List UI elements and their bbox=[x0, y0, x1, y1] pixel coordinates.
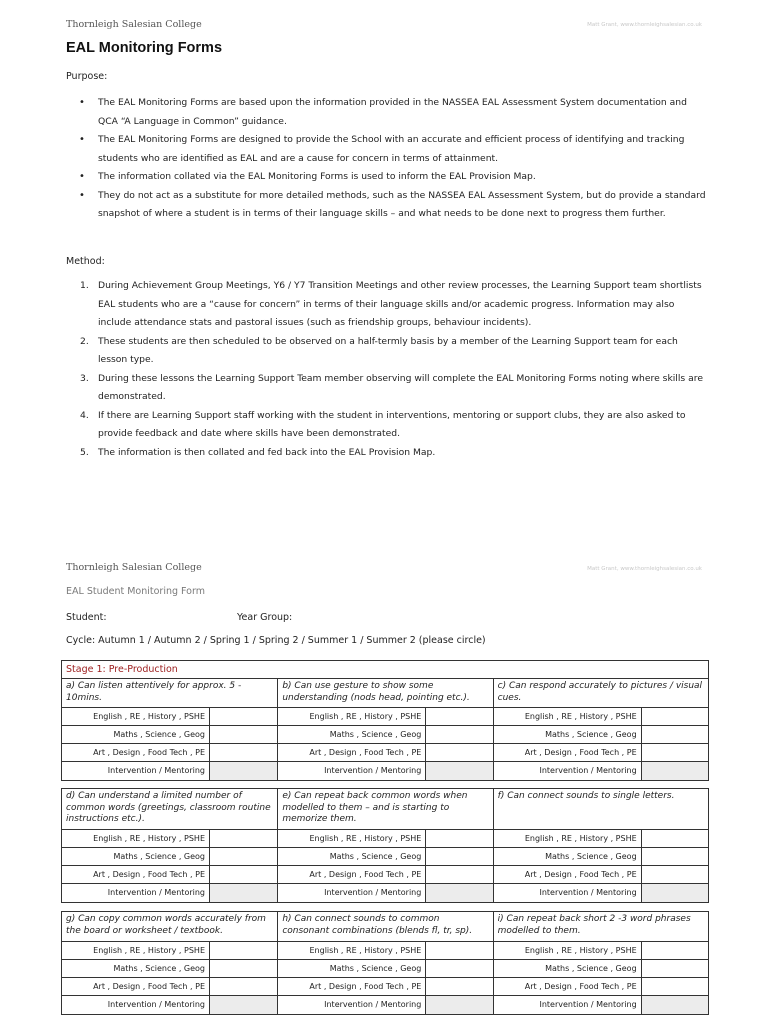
method-item-number: 5. bbox=[80, 446, 89, 458]
subject-label: Art , Design , Food Tech , PE bbox=[494, 744, 642, 761]
stage-title: Stage 1: Pre-Production bbox=[62, 661, 708, 679]
subject-label: Maths , Science , Geog bbox=[62, 848, 210, 865]
purpose-list bbox=[66, 94, 706, 224]
student-label: Student: bbox=[66, 612, 107, 623]
subject-row bbox=[278, 830, 492, 848]
subject-label: Intervention / Mentoring bbox=[494, 762, 642, 780]
subject-label: Intervention / Mentoring bbox=[494, 996, 642, 1014]
skill-column bbox=[493, 679, 708, 780]
subject-row bbox=[494, 978, 708, 996]
subject-row bbox=[494, 960, 708, 978]
observation-cell[interactable] bbox=[210, 726, 277, 743]
method-item-number: 2. bbox=[80, 335, 89, 347]
method-item-text: During these lessons the Learning Support Team member observing will complete the EAL Monitoring Forms noting where skills are demonstrated. bbox=[98, 372, 703, 402]
page1-header-author: Matt Grant, www.thornleighsalesian.co.uk bbox=[587, 22, 702, 28]
page-title: EAL Monitoring Forms bbox=[66, 40, 223, 56]
subject-label: Maths , Science , Geog bbox=[278, 726, 426, 743]
skill-column bbox=[62, 679, 277, 780]
observation-cell[interactable] bbox=[426, 726, 492, 743]
subject-label: Maths , Science , Geog bbox=[494, 960, 642, 977]
subject-row bbox=[278, 866, 492, 884]
observation-cell[interactable] bbox=[426, 744, 492, 761]
subject-label: Maths , Science , Geog bbox=[62, 960, 210, 977]
subject-label: Art , Design , Food Tech , PE bbox=[62, 978, 210, 995]
purpose-item: • The EAL Monitoring Forms are designed to provide the School with an accurate and efficient process of identifying and tracking students who are identified as EAL and are a cause for concern in terms of attainment. bbox=[66, 131, 706, 168]
subject-row bbox=[494, 848, 708, 866]
skill-columns bbox=[62, 679, 708, 780]
skill-columns bbox=[62, 789, 708, 902]
subject-label: Art , Design , Food Tech , PE bbox=[494, 978, 642, 995]
form-title: EAL Student Monitoring Form bbox=[66, 586, 205, 597]
subject-label: Intervention / Mentoring bbox=[278, 762, 426, 780]
method-item-text: These students are then scheduled to be observed on a half-termly basis by a member of the Learning Support team for each lesson type. bbox=[98, 335, 678, 365]
observation-cell[interactable] bbox=[426, 978, 492, 995]
observation-cell[interactable] bbox=[210, 960, 277, 977]
observation-cell[interactable] bbox=[210, 762, 277, 780]
observation-cell[interactable] bbox=[642, 848, 708, 865]
stage-1-group-2 bbox=[61, 788, 709, 903]
subject-row bbox=[494, 996, 708, 1014]
observation-cell[interactable] bbox=[642, 762, 708, 780]
subject-row bbox=[494, 884, 708, 902]
subject-label: Art , Design , Food Tech , PE bbox=[62, 744, 210, 761]
subject-row bbox=[62, 978, 277, 996]
subject-row bbox=[278, 978, 492, 996]
skill-column bbox=[62, 912, 277, 1014]
subject-row bbox=[62, 708, 277, 726]
year-group-label: Year Group: bbox=[237, 612, 293, 623]
subject-label: Maths , Science , Geog bbox=[278, 848, 426, 865]
subject-row bbox=[278, 960, 492, 978]
stage-1-group-1 bbox=[61, 660, 709, 781]
subject-label: English , RE , History , PSHE bbox=[494, 942, 642, 959]
subject-label: English , RE , History , PSHE bbox=[62, 942, 210, 959]
subject-label: Art , Design , Food Tech , PE bbox=[494, 866, 642, 883]
subject-label: Intervention / Mentoring bbox=[62, 762, 210, 780]
skill-description: a) Can listen attentively for approx. 5 - 10mins. bbox=[62, 679, 277, 708]
page2-header-author: Matt Grant, www.thornleighsalesian.co.uk bbox=[587, 566, 702, 572]
subject-label: Maths , Science , Geog bbox=[278, 960, 426, 977]
purpose-item: • The EAL Monitoring Forms are based upon the information provided in the NASSEA EAL Assessment System documentation and QCA “A Language in Common” guidance. bbox=[66, 94, 706, 131]
skill-column bbox=[277, 789, 492, 902]
purpose-item: • They do not act as a substitute for more detailed methods, such as the NASSEA EAL Assessment System, but do provide a standard snapshot of where a student is in terms of their language skills – and what needs to be done next to progress them further. bbox=[66, 187, 706, 224]
observation-cell[interactable] bbox=[210, 866, 277, 883]
subject-label: Intervention / Mentoring bbox=[278, 996, 426, 1014]
skill-description: h) Can connect sounds to common consonant combinations (blends fl, tr, sp). bbox=[278, 912, 492, 942]
observation-cell[interactable] bbox=[210, 708, 277, 725]
subject-row bbox=[278, 884, 492, 902]
subject-label: Maths , Science , Geog bbox=[62, 726, 210, 743]
observation-cell[interactable] bbox=[426, 708, 492, 725]
skill-column bbox=[277, 912, 492, 1014]
subject-label: Art , Design , Food Tech , PE bbox=[62, 866, 210, 883]
method-item bbox=[66, 407, 706, 444]
subject-row bbox=[494, 708, 708, 726]
skill-description: b) Can use gesture to show some understanding (nods head, pointing etc.). bbox=[278, 679, 492, 708]
method-item bbox=[66, 444, 706, 463]
method-label: Method: bbox=[66, 256, 105, 267]
observation-cell[interactable] bbox=[426, 960, 492, 977]
subject-row bbox=[62, 866, 277, 884]
page1-header-school: Thornleigh Salesian College bbox=[66, 19, 202, 30]
observation-cell[interactable] bbox=[426, 942, 492, 959]
subject-label: English , RE , History , PSHE bbox=[278, 942, 426, 959]
observation-cell[interactable] bbox=[210, 830, 277, 847]
observation-cell[interactable] bbox=[642, 744, 708, 761]
subject-row bbox=[494, 830, 708, 848]
method-item-number: 3. bbox=[80, 372, 89, 384]
method-item-text: The information is then collated and fed back into the EAL Provision Map. bbox=[98, 446, 436, 458]
subject-row bbox=[494, 942, 708, 960]
observation-cell[interactable] bbox=[426, 996, 492, 1014]
purpose-label: Purpose: bbox=[66, 71, 108, 82]
method-item-number: 1. bbox=[80, 280, 89, 291]
skill-description: i) Can repeat back short 2 -3 word phrases modelled to them. bbox=[494, 912, 708, 942]
observation-cell[interactable] bbox=[642, 708, 708, 725]
skill-column bbox=[493, 912, 708, 1014]
subject-row bbox=[278, 726, 492, 744]
subject-row bbox=[62, 848, 277, 866]
subject-label: Art , Design , Food Tech , PE bbox=[278, 866, 426, 883]
subject-row bbox=[494, 866, 708, 884]
subject-row bbox=[494, 762, 708, 780]
subject-row bbox=[62, 960, 277, 978]
subject-row bbox=[62, 744, 277, 762]
subject-row bbox=[278, 848, 492, 866]
observation-cell[interactable] bbox=[642, 830, 708, 847]
subject-label: English , RE , History , PSHE bbox=[494, 830, 642, 847]
subject-label: English , RE , History , PSHE bbox=[494, 708, 642, 725]
skill-columns bbox=[62, 912, 708, 1014]
subject-label: Art , Design , Food Tech , PE bbox=[278, 978, 426, 995]
subject-label: Intervention / Mentoring bbox=[494, 884, 642, 902]
observation-cell[interactable] bbox=[426, 884, 492, 902]
observation-cell[interactable] bbox=[642, 960, 708, 977]
observation-cell[interactable] bbox=[210, 848, 277, 865]
subject-label: English , RE , History , PSHE bbox=[278, 830, 426, 847]
observation-cell[interactable] bbox=[210, 942, 277, 959]
subject-row bbox=[278, 996, 492, 1014]
observation-cell[interactable] bbox=[426, 848, 492, 865]
subject-row bbox=[62, 830, 277, 848]
observation-cell[interactable] bbox=[642, 726, 708, 743]
method-item bbox=[66, 333, 706, 370]
subject-label: English , RE , History , PSHE bbox=[278, 708, 426, 725]
subject-row bbox=[62, 762, 277, 780]
method-item-number: 4. bbox=[80, 409, 89, 421]
observation-cell[interactable] bbox=[642, 978, 708, 995]
skill-column bbox=[62, 789, 277, 902]
observation-cell[interactable] bbox=[642, 996, 708, 1014]
skill-description: e) Can repeat back common words when modelled to them – and is starting to memorize them. bbox=[278, 789, 492, 830]
subject-row bbox=[278, 744, 492, 762]
method-list bbox=[66, 277, 706, 462]
method-item bbox=[66, 370, 706, 407]
subject-row bbox=[278, 762, 492, 780]
observation-cell[interactable] bbox=[210, 978, 277, 995]
method-item-text: During Achievement Group Meetings, Y6 / Y7 Transition Meetings and other review processes, the Learning Support team shortlists EAL students who are a “cause for concern” in terms of their language skills and/or academic progress. Information may also include attendance stats and pastoral issues (such as friendship groups, behaviour incidents). bbox=[98, 280, 702, 328]
subject-label: English , RE , History , PSHE bbox=[62, 708, 210, 725]
page2-header-school: Thornleigh Salesian College bbox=[66, 562, 202, 573]
observation-cell[interactable] bbox=[210, 884, 277, 902]
subject-row bbox=[278, 942, 492, 960]
subject-row bbox=[494, 744, 708, 762]
subject-label: Art , Design , Food Tech , PE bbox=[278, 744, 426, 761]
stage-1-group-3 bbox=[61, 911, 709, 1015]
method-item-text: If there are Learning Support staff working with the student in interventions, mentoring or support clubs, they are also asked to provide feedback and date where skills have been demonstrated. bbox=[98, 409, 686, 439]
skill-column bbox=[277, 679, 492, 780]
skill-description: g) Can copy common words accurately from the board or worksheet / textbook. bbox=[62, 912, 277, 942]
subject-row bbox=[62, 996, 277, 1014]
subject-label: Intervention / Mentoring bbox=[278, 884, 426, 902]
cycle-line: Cycle: Autumn 1 / Autumn 2 / Spring 1 / Spring 2 / Summer 1 / Summer 2 (please circle) bbox=[66, 635, 486, 646]
subject-row bbox=[62, 726, 277, 744]
skill-description: c) Can respond accurately to pictures / visual cues. bbox=[494, 679, 708, 708]
subject-row bbox=[494, 726, 708, 744]
observation-cell[interactable] bbox=[426, 830, 492, 847]
subject-row bbox=[62, 942, 277, 960]
skill-description: f) Can connect sounds to single letters. bbox=[494, 789, 708, 830]
subject-label: Intervention / Mentoring bbox=[62, 884, 210, 902]
observation-cell[interactable] bbox=[210, 744, 277, 761]
observation-cell[interactable] bbox=[426, 866, 492, 883]
observation-cell[interactable] bbox=[426, 762, 492, 780]
subject-label: Maths , Science , Geog bbox=[494, 726, 642, 743]
subject-row bbox=[278, 708, 492, 726]
subject-label: Maths , Science , Geog bbox=[494, 848, 642, 865]
subject-label: English , RE , History , PSHE bbox=[62, 830, 210, 847]
subject-row bbox=[62, 884, 277, 902]
purpose-item: • The information collated via the EAL Monitoring Forms is used to inform the EAL Provision Map. bbox=[66, 168, 706, 187]
observation-cell[interactable] bbox=[642, 884, 708, 902]
method-item bbox=[66, 277, 706, 333]
observation-cell[interactable] bbox=[210, 996, 277, 1014]
observation-cell[interactable] bbox=[642, 942, 708, 959]
skill-column bbox=[493, 789, 708, 902]
skill-description: d) Can understand a limited number of common words (greetings, classroom routine instructions etc.). bbox=[62, 789, 277, 830]
observation-cell[interactable] bbox=[642, 866, 708, 883]
subject-label: Intervention / Mentoring bbox=[62, 996, 210, 1014]
